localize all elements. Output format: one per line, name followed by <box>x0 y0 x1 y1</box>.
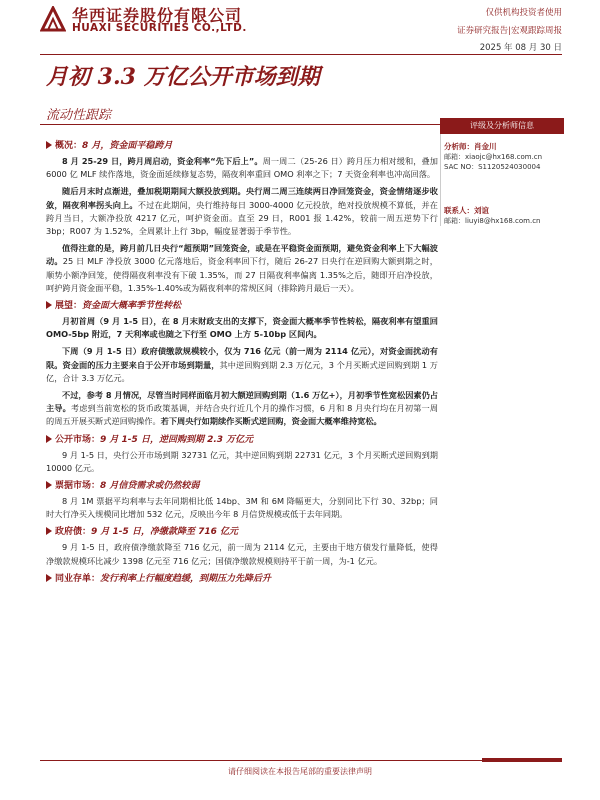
triangle-bullet-icon <box>46 435 52 443</box>
section-heading-outlook: 展望：资金面大概率季节性转松 <box>46 299 438 313</box>
triangle-bullet-icon <box>46 481 52 489</box>
audience-tag: 仅供机构投资者使用 <box>485 8 562 18</box>
paragraph: 8 月 1M 票据平均利率与去年同期相比低 14bp、3M 和 6M 降幅更大，分别同比下行 30、32bp；同时大行净买入规模同比增加 532 亿元，反映出今年 8 月信贷规模或低于去年同期。 <box>46 496 438 520</box>
triangle-bullet-icon <box>46 141 52 149</box>
company-name-en: HUAXI SECURITIES CO.,LTD. <box>72 22 247 34</box>
section-heading-ncd: 同业存单：发行利率上行幅度趋缓，到期压力先降后升 <box>46 572 438 586</box>
contact-email[interactable]: 邮箱：liuyi8@hx168.com.cn <box>444 217 541 225</box>
header-divider <box>40 54 562 55</box>
section-heading-bill-market: 票据市场：8 月信贷需求或仍然较弱 <box>46 479 438 493</box>
analyst-name: 分析师：肖金川 <box>444 142 497 151</box>
analyst-email[interactable]: 邮箱：xiaojc@hx168.com.cn <box>444 153 543 161</box>
section-heading-government-bonds: 政府债：9 月 1-5 日，净缴款降至 716 亿元 <box>46 525 438 539</box>
contact-name: 联系人：刘谊 <box>444 206 489 215</box>
report-date: 2025 年 08 月 30 日 <box>479 43 562 53</box>
paragraph: 下周（9 月 1-5 日）政府债缴款规模较小，仅为 716 亿元（前一周为 2114 亿元），对资金面扰动有限。资金面的压力主要来自于公开市场到期量，其中逆回购到期 2.3 万亿元，3 个月买断式逆回购到期 1 万亿，合计 3.3 万亿元。 <box>46 346 438 383</box>
report-subtitle: 流动性跟踪 <box>46 108 112 123</box>
paragraph: 随后月末时点渐进，叠加税期期间大额投放到期。央行周二周三连续两日净回笼资金，资金情绪逐步收敛，隔夜利率拐头向上。不过在此期间，央行维持每日 3000-4000 亿元投放，绝对投放规模不算低，并在跨月当日，大额净投放 4217 亿元，呵护资金面。直至 29 日，R001 报 1.42%，较前一周五逆势下行 3bp；R007 为 1.52%，全周累计上行 3bp，幅度显著弱于季节性。 <box>46 186 438 237</box>
report-type-tag: 证券研究报告|宏观跟踪周报 <box>457 26 562 36</box>
legal-notice: 请仔细阅读在本报告尾部的重要法律声明 <box>228 767 372 776</box>
company-name-cn: 华西证券股份有限公司 <box>72 6 243 25</box>
paragraph: 9 月 1-5 日，政府债净缴款降至 716 亿元，前一周为 2114 亿元，主要由于地方债发行量降低，使得净缴款规模环比减少 1398 亿元至 716 亿元；国债净缴款规模则持平于前一周，为-1 亿元。 <box>46 542 438 566</box>
section-heading-overview: 概况：8 月，资金面平稳跨月 <box>46 139 438 153</box>
paragraph: 9 月 1-5 日，央行公开市场到期 32731 亿元，其中逆回购到期 22731 亿元，3 个月买断式逆回购到期 10000 亿元。 <box>46 449 438 473</box>
triangle-bullet-icon <box>46 574 52 582</box>
huaxi-logo-icon <box>40 6 66 32</box>
report-title: 月初 3.3 万亿公开市场到期 <box>46 64 320 90</box>
section-heading-open-market: 公开市场：9 月 1-5 日，逆回购到期 2.3 万亿元 <box>46 433 438 447</box>
paragraph: 值得注意的是，跨月前几日央行“超预期”回笼资金，或是在平稳资金面预期，避免资金利率上下大幅波动。25 日 MLF 净投放 3000 亿元落地后，资金利率回下行，随后 26-27 日央行在逆回购大额到期之时，顺势小额净回笼，使得隔夜利率没有下破 1.35%，而 27 日隔夜利率偏离 1.35%之后，随即开启净投放，呵护跨月资金面平稳，1.35%-1.40%或为隔夜利率的常规区间（排除跨月最后一天）。 <box>46 243 438 293</box>
triangle-bullet-icon <box>46 527 52 535</box>
analyst-sac-number: SAC NO：S1120524030004 <box>444 163 541 171</box>
paragraph: 月初首周（9 月 1-5 日），在 8 月末财政支出的支撑下，资金面大概率季节性转松，隔夜利率有望重回 OMO-5bp 附近，7 天利率或也随之下行至 OMO 上方 5-10bp 区间内。 <box>46 316 438 340</box>
footer-accent-bar <box>482 758 562 762</box>
analyst-info-panel <box>440 118 564 226</box>
paragraph: 8 月 25-29 日，跨月周启动，资金利率“先下后上”。周一周二（25-26 日）跨月压力相对缓和，叠加 6000 亿 MLF 续作落地，资金面延续修复态势，隔夜利率重回 OMO 利率之下；7 天资金利率也冲高回落。 <box>46 156 438 180</box>
main-content <box>46 135 438 588</box>
triangle-bullet-icon <box>46 301 52 309</box>
paragraph: 不过，参考 8 月情况，尽管当时同样面临月初大额逆回购到期（1.6 万亿+），月初季节性宽松因素仍占主导。考虑到当前宽松的货币政策基调，并结合央行近几个月的操作习惯，6 月和 8 月央行均在月初第一周的周五开展买断式逆回购操作。若下周央行如期续作买断式逆回购，资金面大概率维持宽松。 <box>46 390 438 427</box>
analyst-panel-header: 评级及分析师信息 <box>440 118 564 134</box>
